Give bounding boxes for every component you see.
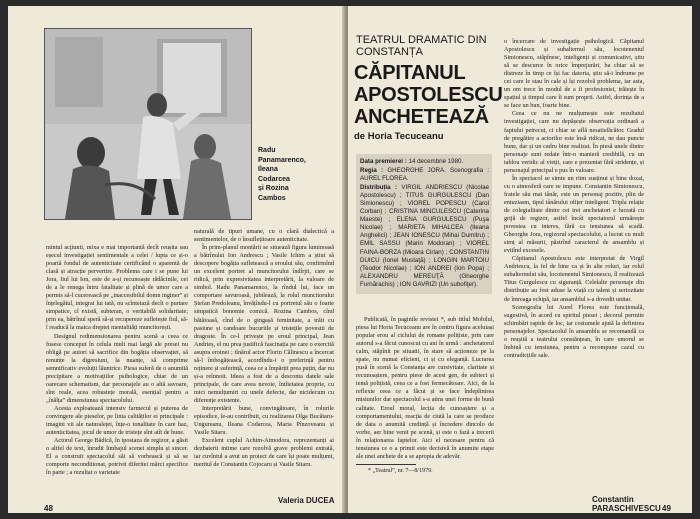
credit-label: Data premierei : [360, 158, 407, 165]
paragraph: Publicată, în paginile revistei *, sub titlul Mobilul, piesa lui Horia Tecuceanu are în centru figura aceluiași popular erou al ciclului de romane polițiste, prin care autorul s-a făcut cunoscut cu ani în urmă : anchetatorul calm, stăpînit pe situatii, în stare să acționeze pe la spate, nu numai eficient, ci și cu eleganță. Lucrarea pusă în scenă la Constanța are cursivitate, claritate și recunoaștere, pentru piese de acest gen, de subiect și temă polițistă, ceea ce a fost fermecătoare. Aici, de la reflexie ceea ce a făcut și se face îndeplinirea misiunilor dar spectacolul s-a atins unei forme de bună calitate. Eroul moral, lecția de cunoaștere și a comportamentului, reacția de ciută la care se produce de data o anumită credință și încredere dincolo de vorbe, aer bine venit pe scenă, și este o fază a trecerii în relaționarea faptelor. Aici el necesare pentru că tensiunea ce o a primit este decisivă în anumite etape ale unei anchete de a se apropia de adevăr. [356, 316, 494, 460]
photo-illustration [45, 29, 251, 219]
page-number: 49 [662, 504, 671, 513]
credit-label: Regia : [360, 167, 384, 175]
right-column-2 [504, 38, 644, 360]
author-signature: Valeria DUCEA [278, 496, 335, 505]
footnote-divider [356, 464, 416, 465]
paragraph: Actorul George Bădică, în ipostaza de regizor, a găsit o altfel de text, înrudit limbajul scenei simplu și sincer. El a construit spectacolul săi să vorbească și să se comporte neconditionat, potrivit diferitei mărci specifice în parte ; a rezultat o varietate [46, 437, 188, 477]
caption-line: Cambos [258, 194, 286, 202]
left-column-2 [194, 228, 334, 469]
theater-name: TEATRUL DRAMATIC DIN CONSTANȚA [356, 34, 487, 58]
left-page [8, 6, 346, 513]
caption-line: Codarcea [258, 175, 290, 183]
production-photo [44, 28, 252, 220]
author-signature: Constantin PARASCHIVESCU [592, 495, 661, 513]
paragraph: Excelent cuplul Achim-Atmodora, reprezentanți ai dezbaterii intime care rezolvă grave problemi entrată, iar cuvîntul a avut un proiect de care își poate mulțumi, meritul de Constantin Cojocaru și Vasile Sitaru. [194, 437, 334, 469]
caption-line: Ileana [258, 166, 278, 173]
right-page [348, 6, 692, 513]
paragraph: naturală de tipuri umane, cu o clară dialectică a sentimentelor, de o însuflețitoare autenticitate. [194, 228, 334, 244]
caption-line: Panamarenco, [258, 156, 306, 164]
paragraph: Scenografia lui Aurel Florea este funcțională, sugestivă, în acord cu spiritul piesei ; decorul permite schimbări rapide de loc, iar costumele ajută la definirea personajelor. Spectacolul în ansamblu se recomandă ca o reușită a teatrului constănțean, în care umorul se îmbină cu tensiunea, pentru a recompune cazul cu contradicțiile sale. [504, 303, 644, 359]
paragraph: În spectacol se simte un ritm susținut și bine dozat, cu o atmosferă care se impune. Constantin Simionescu, fratele său mai tânăr, este un personaj pozitiv, plin de entuziasm, tipul tânărului ofițer inteligent. Tripla relație de colegialitate dintre cei trei anchetatori e lucrată cu grijă de regizor, astfel încât spectatorul urmărește povestea cu interes, fără ca tensiunea să scadă. Gheorghe Jora, regizorul spectacolului, a lucrat cu mult simț al măsurii, păstrînd caracterul de ansamblu și evitînd excesele. [504, 174, 644, 255]
credits-box [356, 154, 492, 294]
playwright-byline: de Horia Tecuceanu [354, 131, 444, 142]
credits-row [360, 167, 489, 183]
left-column-1 [46, 244, 188, 477]
caption-line: și Rozina [258, 185, 289, 192]
credits-row [360, 158, 489, 166]
credit-value: GHEORGHE JORA. Scenografia : AUREL FLOREA. [360, 167, 489, 183]
paragraph: În prim-planul montării se situează figura luminoasă a bătrînului Ion Andrescu ; Vasile Ichim a știut să descopere bogăția sufletească a eroului său, confirmînd un excelent portret al muncitorului îndîrjit, care se ridică, prin expresivitatea interpretării, la valoare de simbol. Radu Panamarenco, la rîndul lui, face un comportare savuroasă, jubilează, îa rolul muncitorului Ștefan Predoleanu, învățîndu-l cu portretul său o foarte simpatică bonomie comică. Rozina Cambos, cînd bătăioasă, cînd de o gingașă feminitate, a trăit cu pasiune și candoare bucuriile și tristețile povestii de dragoste. În ce-l privește pe eroul principal, Jean Andrieș, el nu prea justifică fascinația pe care o exercită asupra eroinei ; tînărul actor Florin Călinescu a încercat să-l îmbogățească, acordîndu-i o preferință pentru reținere și suferință, ceea ce a împărțit prea puțin, dar nu și-a reînnoit. Ideea a fost de a desconta datele sale principale, de care avea nevoie, întîietatea proprie, cu mici nemulțumiri cu unele defecte, dar nicidecum cu diferențe existente. [194, 244, 334, 404]
caption-line: Radu [258, 147, 276, 154]
credit-value: VIRGIL ANDRIESCU (Nicolae Apostolescu) ; TITUS GURGULESCU (Dan Simionescu) ; VIOREL POPESCU (Carol Corban) ; CRISTINA MINCULESCU (Caterina Maeste) ; ELENA GURGULESCU (Puşa Nicolae) ; MARIETA MIHALCEA (Ileana Anghelici) ; JEAN IONESCU (Mihai Dumitru) ; EMIL SASSU (Marin Modoran) ; VIOREL FAINA-BORZA (Mioara Cirlan) ; CONSTANTIN DUICU (Ionel Mustaţă) ; LONGIN MARTOIU (Teodor Nicolae) ; ION ANDREI (Ion Popa) ; ALEXANDRU MEREUŢĂ (Gheorghe Furnărachis) ; ION GAVRIZI (Un subofiţer). [360, 184, 489, 288]
article-title: CĂPITANUL APOSTOLESCU ANCHETEAZĂ [354, 62, 503, 128]
paragraph: Ceea ce nu ne mulțumește este rezultatul investigației, care nu depășește observația ordinară a faptului petrecut, ci chiar se află nesatisfăcător. Gradul de pregătire a actorilor este însă ridicat, ne dau puncte bune, dar și un cadru bine realizat. În piesă unele dintre personaje sunt redate într-o manieră credibilă, cu un tablou veridic al vieții, care e prezentat fără stridențe, și personajul principal e pus în valoare. [504, 110, 644, 174]
credits-row [360, 184, 489, 289]
photo-caption [258, 146, 328, 203]
right-column-1 [356, 316, 494, 461]
credit-label: Distribuția : [360, 184, 398, 192]
paragraph: o încercare de investigație psihologică. Căpitanul Apostolescu și subalternul său, locotenentul Simionescu, stăpînesc, inteligenți și comunicativi, știu să se descurce în orice împrejurări, ba chiar să se distreze în timp ce își fac datoria, știu să-i îndrume pe cei care le stau în cale și își rezolvă problema, iar asta, un om trece în modul de a fi profesionist, trăiește în spațiul și timpul care îi sunt proprii. Astfel, dorința de a se face un bun, foarte bine. [504, 38, 644, 110]
paragraph: mintul acțiunii, mixa e mai importantă decît reușita sau eșecul investigației sentimentale a celei / lupta ce și-o poartă fondul de autenticitate certificând o aparentă de clasă și atracție pervertire. Problema care i se pune lui Jora, fiul lui Ion, este de a-și recunoaște rădăcinile, cei de a le renega întru fatalitate și plină de umor care a permis să-l cucerească pe „inaccesibilul domn inginer” și înțelegătul, integrat lui tată, nu scînteiază decît o purtare simpatice, cî există, subteran, o veritabilă solidaritate; prin ea, bătrînul speră să-și recupereze sufletește fiul, să-l readucă la matca dreptei mentalități muncitorești. [46, 244, 188, 332]
credit-value: 14 decembrie 1980. [408, 158, 464, 165]
paragraph: Acesta exploatează intensiv farmecul și puterea de convingere ale pieselor, pe linia calităților ei principale : imagini vii ale naturaleței, înțe-o tonalitate în care haz, autenticitatea, jocul de umor de tristețe sînt atît de bune. [46, 404, 188, 437]
footnote: * „Teatrul”, nr. 7—8/1979. [368, 468, 433, 474]
paragraph: Interpretării bune, convingătoare, în rolurile episodice, le-au contribuit, cu realizarea Olga Bucătaru-Ungureanu, Ileana Codarcea, Maria Pînzoveanu și Vasile Sitaru. [194, 405, 334, 437]
paragraph: Căpitanul Apostolescu este interpretat de Virgil Andriescu, la fel de bine ca și în alte roluri, iar rolul subalternului său, locotenentul Simionescu, îl realizează Titus Gurgulescu cu siguranță. Celelalte personaje din distribuție au fost aduse la viață cu talent și seriozitate de întreaga echipă, iar ansamblul s-a dovedit unitar. [504, 255, 644, 303]
page-number: 48 [44, 504, 53, 513]
paragraph: Designul redimensionarea pentru scenă a ceea ce fusese conceput în celula mult mai largă ale presei nu obligă pe autori să sacrifice din bogăția observației, să renunțe la digresiuni, la nuanțe, să comprime semnificativ evoluții lăuntrice. Piesa suferă de o anumită precipitare a motivațiilor psihologice, chiar de un oarecare schematism, dar personajele au o altă savoare, sînt reale, acea robustețe morală, esențial pentru a „înălța” dimensiunea spectacolului. [46, 332, 188, 404]
